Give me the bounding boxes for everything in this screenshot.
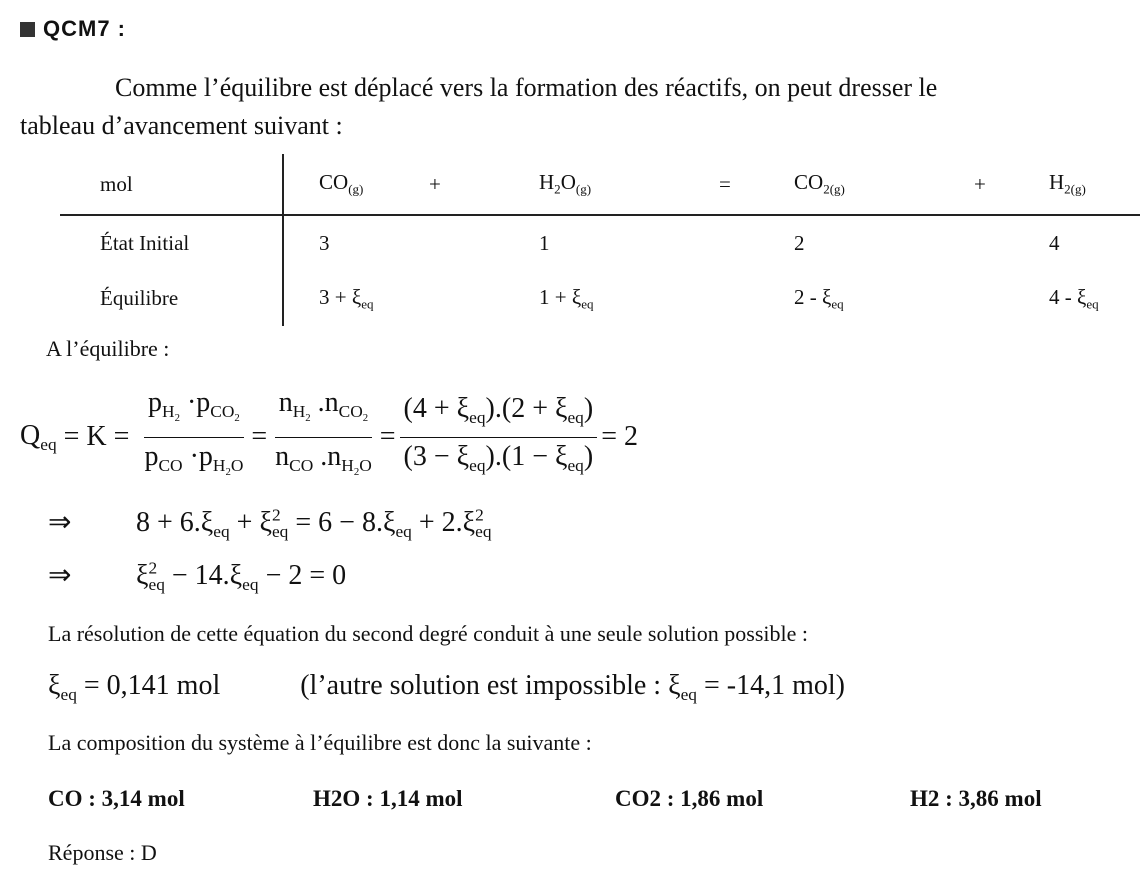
intro-line-2: tableau d’avancement suivant : [20, 111, 343, 140]
answer-text: Réponse : D [48, 840, 157, 865]
composition-text: La composition du système à l’équilibre est donc la suivante : [48, 730, 592, 755]
cell-initial-h2o: 1 [539, 231, 550, 255]
pressure-fraction: $\frac{p_{H_2} \cdot p_{CO_2}}{p_{CO} \cdot p_{H_2O}}$ [140, 384, 247, 491]
intro-line-1: Comme l’équilibre est déplacé vers la formation des réactifs, on peut dresser le [115, 73, 938, 102]
composition-co2: CO2 : 1,86 mol [615, 786, 764, 811]
resolution-text: La résolution de cette équation du second degré conduit à une seule solution possible : [48, 621, 809, 646]
cell-initial-co: 3 [319, 231, 330, 255]
species-co: $CO_{(g)}$ [283, 154, 429, 215]
question-title-text: QCM7 : [43, 16, 126, 41]
moles-fraction: $\frac{n_{H_2} .n_{CO_2}}{n_{CO} .n_{H_2O}}$ [271, 384, 376, 491]
equilibrium-constant-equation: $Q_{eq}$ = K = $\frac{p_{H_2} \cdot p_{CO_2}}{p_{CO} \cdot p_{H_2O}}$ = $\frac{n_{H_2} .n_{CO_2}}{n_{CO} .n_{H_2O}}$ = $\frac{(4 + \xi_{eq}).(2 + \xi_{eq})}{(3 - \xi_{eq}).(1 - \xi_{eq})}$ = 2 [20, 384, 638, 491]
q-symbol: $Q_{eq}$ [20, 419, 57, 454]
equation-result: = 2 [601, 421, 638, 453]
equilibrium-intro: A l’équilibre : [46, 336, 170, 361]
cell-eq-co: $3 + \xi_{eq}$ [319, 284, 374, 312]
solution-line [48, 670, 845, 705]
other-solution-note: (l’autre solution est impossible : $\xi_{eq} = -14,1$ mol) [300, 670, 845, 705]
operator-plus-1: + [429, 154, 539, 215]
species-co2: $CO_{2(g)}$ [794, 154, 974, 215]
row-label-equilibrium: Équilibre [60, 271, 283, 326]
cell-initial-co2: 2 [794, 231, 805, 255]
operator-equals: = [719, 154, 794, 215]
square-bullet-icon [20, 22, 35, 37]
table-row-equilibrium [60, 271, 1140, 326]
advancement-fraction: $\frac{(4 + \xi_{eq}).(2 + \xi_{eq})}{(3 - \xi_{eq}).(1 - \xi_{eq})}$ [400, 390, 598, 485]
question-title [20, 16, 126, 42]
species-h2o: $H_2O_{(g)}$ [539, 154, 719, 215]
advancement-table [60, 154, 1140, 326]
cell-eq-h2o: $1 + \xi_{eq}$ [539, 284, 594, 312]
table-corner: mol [60, 154, 283, 215]
row-label-initial: État Initial [60, 215, 283, 271]
operator-plus-2: + [974, 154, 1049, 215]
derivation-line-2: ⇒ $\xi^2_{eq} - 14.\xi_{eq} - 2 = 0$ [48, 558, 347, 595]
cell-initial-h2: 4 [1049, 231, 1060, 255]
cell-eq-h2: $4 - \xi_{eq}$ [1049, 284, 1099, 312]
table-row-initial [60, 215, 1140, 271]
composition-h2o: H2O : 1,14 mol [313, 786, 463, 811]
species-h2: $H_{2(g)}$ [1049, 154, 1140, 215]
composition-co: CO : 3,14 mol [48, 786, 185, 811]
implies-icon: ⇒ [48, 507, 72, 538]
composition-h2: H2 : 3,86 mol [910, 786, 1042, 811]
solution-value: $\xi_{eq} = 0,141$ mol [48, 670, 221, 705]
cell-eq-co2: $2 - \xi_{eq}$ [794, 284, 844, 312]
table-header-row [60, 154, 1140, 215]
implies-icon: ⇒ [48, 560, 72, 591]
derivation-line-1: ⇒ $8 + 6.\xi_{eq} + \xi^2_{eq} = 6 - 8.\xi_{eq} + 2.\xi^2_{eq}$ [48, 505, 492, 542]
